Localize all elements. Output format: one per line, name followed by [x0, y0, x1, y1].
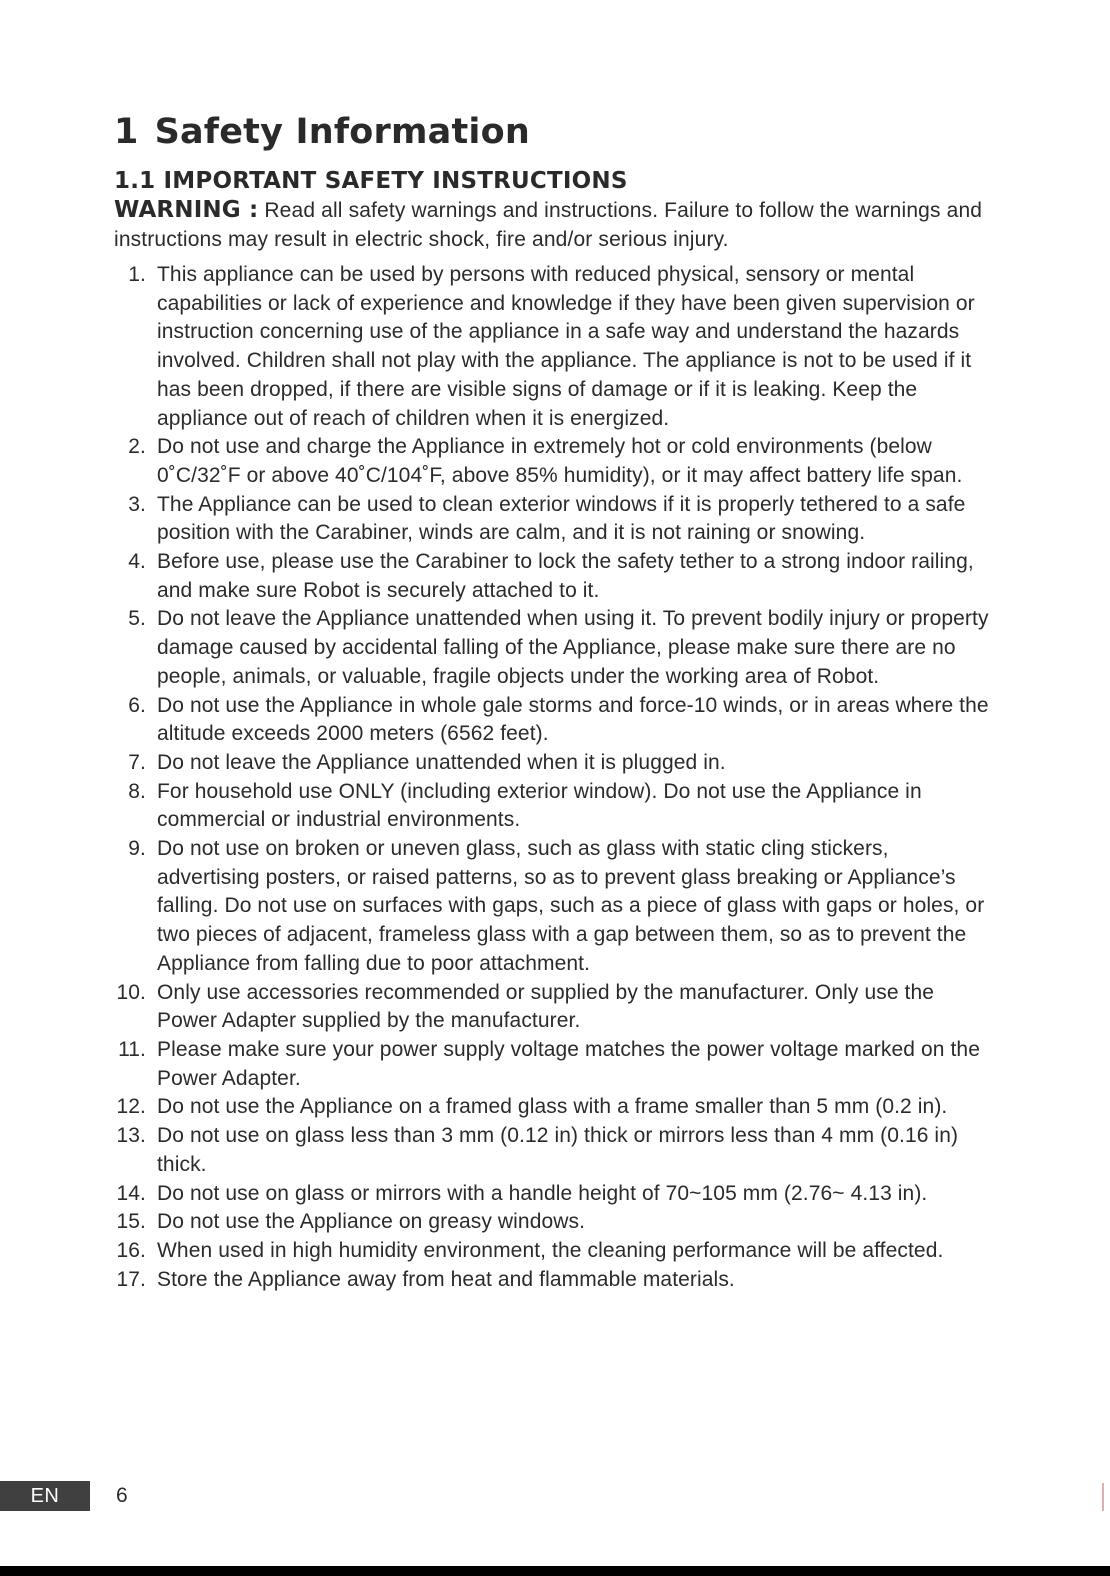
list-item	[114, 548, 994, 605]
list-item-text: Do not use on glass less than 3 mm (0.12 in) thick or mirrors less than 4 mm (0.16 in) thick.	[157, 1124, 959, 1176]
list-item-text: Do not use the Appliance on greasy windows.	[157, 1210, 586, 1234]
list-item-number: 13.	[116, 1124, 146, 1148]
list-item	[114, 1122, 994, 1179]
chapter-number: 1	[114, 112, 139, 152]
chapter-title	[114, 108, 994, 156]
list-item-number: 9.	[128, 837, 146, 861]
list-item-text: Do not use on glass or mirrors with a handle height of 70~105 mm (2.76~ 4.13 in).	[157, 1181, 928, 1205]
list-item-text: Do not use the Appliance in whole gale storms and force-10 winds, or in areas where the altitude exceeds 2000 meters (6562 feet).	[157, 693, 989, 746]
list-item-number: 4.	[128, 550, 146, 574]
page-number: 6	[116, 1484, 128, 1507]
chapter-title-text: Safety Information	[154, 112, 530, 152]
list-item	[114, 1180, 994, 1209]
list-item-number: 17.	[116, 1267, 146, 1291]
list-item-number: 15.	[116, 1210, 146, 1234]
list-item	[114, 1036, 994, 1093]
list-item-number: 1.	[128, 263, 146, 286]
list-item	[114, 261, 994, 433]
list-item	[114, 433, 994, 490]
list-item-text: Do not use the Appliance on a framed glass with a frame smaller than 5 mm (0.2 in).	[157, 1095, 948, 1119]
list-item	[114, 692, 994, 749]
page-content	[114, 108, 994, 1294]
scan-bottom-band	[0, 1566, 1110, 1576]
list-item-number: 7.	[128, 750, 146, 774]
list-item-number: 3.	[128, 492, 146, 516]
list-item	[114, 1093, 994, 1122]
list-item-text: The Appliance can be used to clean exterior windows if it is properly tethered to a safe position with the Carabiner, winds are calm, and it is not raining or snowing.	[157, 492, 966, 545]
list-item-text: Do not use and charge the Appliance in extremely hot or cold environments (below 0˚C/32˚F or above 40˚C/104˚F, above 85% humidity), or it may affect battery life span.	[157, 435, 963, 487]
list-item-text: Do not leave the Appliance unattended when using it. To prevent bodily injury or property damage caused by accidental falling of the Appliance, please make sure there are no people, animals, or valuable, fragile objects under the working area of Robot.	[157, 607, 989, 688]
list-item-number: 5.	[128, 607, 146, 631]
list-item-text: Store the Appliance away from heat and flammable materials.	[157, 1267, 735, 1291]
list-item	[114, 1208, 994, 1237]
list-item-text: This appliance can be used by persons with reduced physical, sensory or mental capabilities or lack of experience and knowledge if they have been given supervision or instruction concerning use of the appliance in a safe way and understand the hazards involved. Children shall not play with the appliance. The appliance is not to be used if it has been dropped, if there are visible signs of damage or if it is leaking. Keep the appliance out of reach of children when it is energized.	[157, 263, 975, 430]
list-item-number: 11.	[118, 1037, 146, 1061]
warning-label: WARNING :	[114, 197, 259, 223]
list-item	[114, 1266, 994, 1295]
section-title: 1.1 IMPORTANT SAFETY INSTRUCTIONS	[114, 168, 628, 194]
list-item-text: Please make sure your power supply voltage matches the power voltage marked on the Power Adapter.	[157, 1037, 980, 1090]
list-item	[114, 835, 994, 979]
list-item-text: Do not leave the Appliance unattended when it is plugged in.	[157, 750, 726, 774]
list-item-number: 8.	[128, 779, 146, 803]
list-item-text: Do not use on broken or uneven glass, such as glass with static cling stickers, advertising posters, or raised patterns, so as to prevent glass breaking or Appliance’s falling. Do not use on surfaces with gaps, such as a piece of glass with gaps or holes, or two pieces of adjacent, frameless glass with a gap between them, so as to prevent the Appliance from falling due to poor attachment.	[157, 837, 985, 975]
list-item-number: 12.	[116, 1095, 146, 1119]
list-item	[114, 979, 994, 1036]
list-item-number: 14.	[116, 1181, 146, 1205]
list-item	[114, 1237, 994, 1266]
warning-paragraph	[114, 196, 994, 254]
edge-mark	[1102, 1483, 1104, 1511]
list-item-number: 16.	[116, 1238, 146, 1262]
list-item-text: Only use accessories recommended or supplied by the manufacturer. Only use the Power Adapter supplied by the manufacturer.	[157, 980, 935, 1033]
list-item-number: 6.	[128, 693, 146, 717]
warning-text: Read all safety warnings and instructions. Failure to follow the warnings and instructions may result in electric shock, fire and/or serious injury.	[114, 199, 983, 251]
list-item	[114, 605, 994, 691]
list-item-text: Before use, please use the Carabiner to lock the safety tether to a strong indoor railing, and make sure Robot is securely attached to it.	[157, 550, 974, 602]
list-item-text: When used in high humidity environment, the cleaning performance will be affected.	[157, 1238, 944, 1262]
language-tab: EN	[0, 1481, 90, 1511]
instructions-list	[114, 261, 994, 1294]
list-item	[114, 491, 994, 548]
list-item	[114, 778, 994, 835]
list-item-number: 10.	[116, 980, 146, 1004]
list-item-number: 2.	[128, 435, 146, 459]
list-item	[114, 749, 994, 778]
list-item-text: For household use ONLY (including exterior window). Do not use the Appliance in commercial or industrial environments.	[157, 779, 922, 832]
